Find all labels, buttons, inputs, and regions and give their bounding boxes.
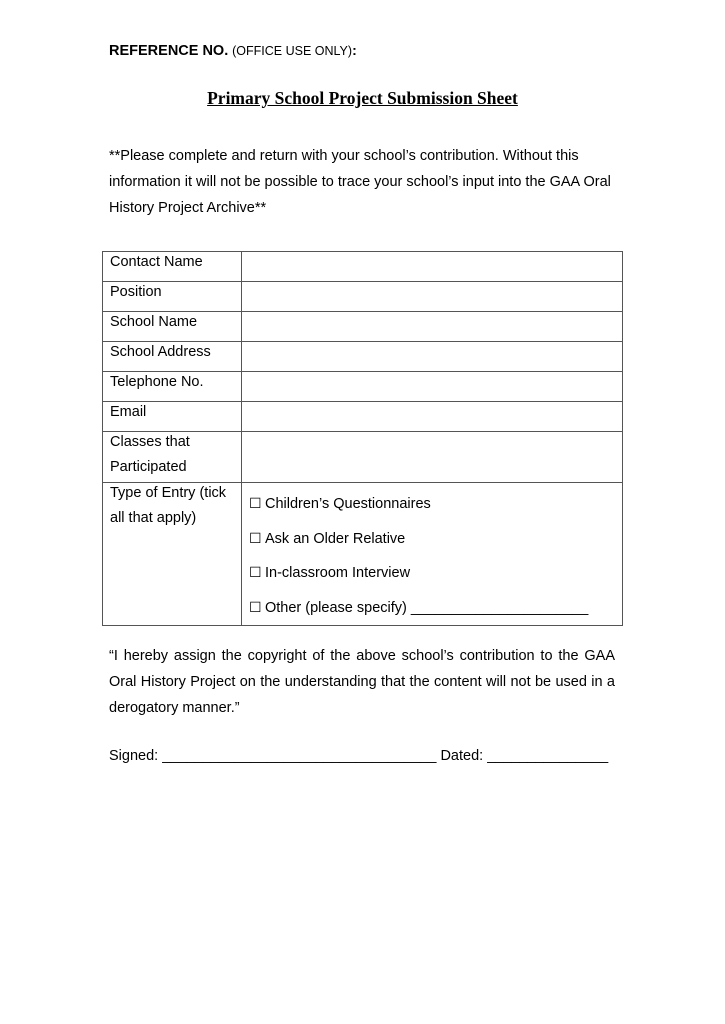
school-address-field[interactable] [242, 342, 623, 372]
reference-colon: : [352, 42, 357, 58]
form-label-cell [103, 312, 242, 342]
checkbox-icon[interactable]: ☐ [249, 529, 262, 546]
signature-field[interactable]: __________________________________ [162, 748, 437, 764]
option-label: Ask an Older Relative [265, 530, 406, 547]
telephone-field[interactable] [242, 372, 623, 402]
email-label: Email [110, 404, 147, 420]
entry-type-label: Type of Entry (tick all that apply) [110, 485, 227, 526]
reference-note: (OFFICE USE ONLY) [232, 44, 353, 58]
position-field[interactable] [242, 282, 623, 312]
signature-line [109, 743, 608, 769]
form-row-telephone [103, 372, 623, 402]
document-title: Primary School Project Submission Sheet [207, 88, 518, 108]
school-name-label: School Name [110, 314, 198, 330]
school-address-label: School Address [110, 344, 211, 360]
telephone-label: Telephone No. [110, 374, 204, 390]
classes-label: Classes that Participated [110, 434, 190, 475]
option-label: Other (please specify) ______________________ [265, 599, 589, 616]
form-label-cell [103, 342, 242, 372]
dated-label: Dated: [440, 748, 484, 764]
date-field[interactable]: _______________ [487, 748, 609, 764]
option-label: In-classroom Interview [265, 565, 411, 581]
contact-name-label: Contact Name [110, 254, 203, 270]
form-label-cell [103, 402, 242, 432]
classes-field[interactable] [242, 432, 623, 483]
form-label-cell [103, 432, 242, 483]
option-childrens-questionnaires[interactable] [249, 487, 622, 522]
checkbox-icon[interactable]: ☐ [249, 495, 262, 511]
form-row-email [103, 402, 623, 432]
submission-form-table [102, 251, 623, 626]
form-row-position [103, 282, 623, 312]
email-field[interactable] [242, 402, 623, 432]
form-row-school-name [103, 312, 623, 342]
position-label: Position [110, 284, 162, 300]
declaration-text: “I hereby assign the copyright of the above school’s contribution to the GAA Oral History Project on the understanding that the content will not be used in a derogatory manner.” [109, 648, 615, 716]
entry-type-options [242, 483, 622, 625]
contact-name-field[interactable] [242, 252, 623, 282]
form-row-entry-type [103, 483, 623, 626]
form-row-school-address [103, 342, 623, 372]
form-label-cell [103, 282, 242, 312]
checkbox-icon[interactable]: ☐ [249, 564, 262, 580]
copyright-declaration [109, 643, 615, 721]
signed-label: Signed: [109, 748, 159, 764]
form-row-contact-name [103, 252, 623, 282]
checkbox-icon[interactable]: ☐ [249, 598, 262, 615]
option-label: Children’s Questionnaires [265, 496, 431, 512]
option-in-classroom-interview[interactable] [249, 556, 622, 591]
form-row-classes [103, 432, 623, 483]
school-name-field[interactable] [242, 312, 623, 342]
reference-number-line [109, 42, 357, 59]
entry-type-options-cell [242, 483, 623, 626]
form-label-cell [103, 372, 242, 402]
intro-text: **Please complete and return with your school’s contribution. Without this information it will not be possible to trace your school’s input into the GAA Oral History Project Archive** [109, 148, 611, 216]
option-other[interactable] [249, 591, 622, 626]
reference-label: REFERENCE NO. [109, 43, 229, 59]
form-label-cell [103, 252, 242, 282]
option-ask-older-relative[interactable] [249, 522, 622, 557]
form-label-cell [103, 483, 242, 626]
intro-instructions [109, 143, 629, 221]
